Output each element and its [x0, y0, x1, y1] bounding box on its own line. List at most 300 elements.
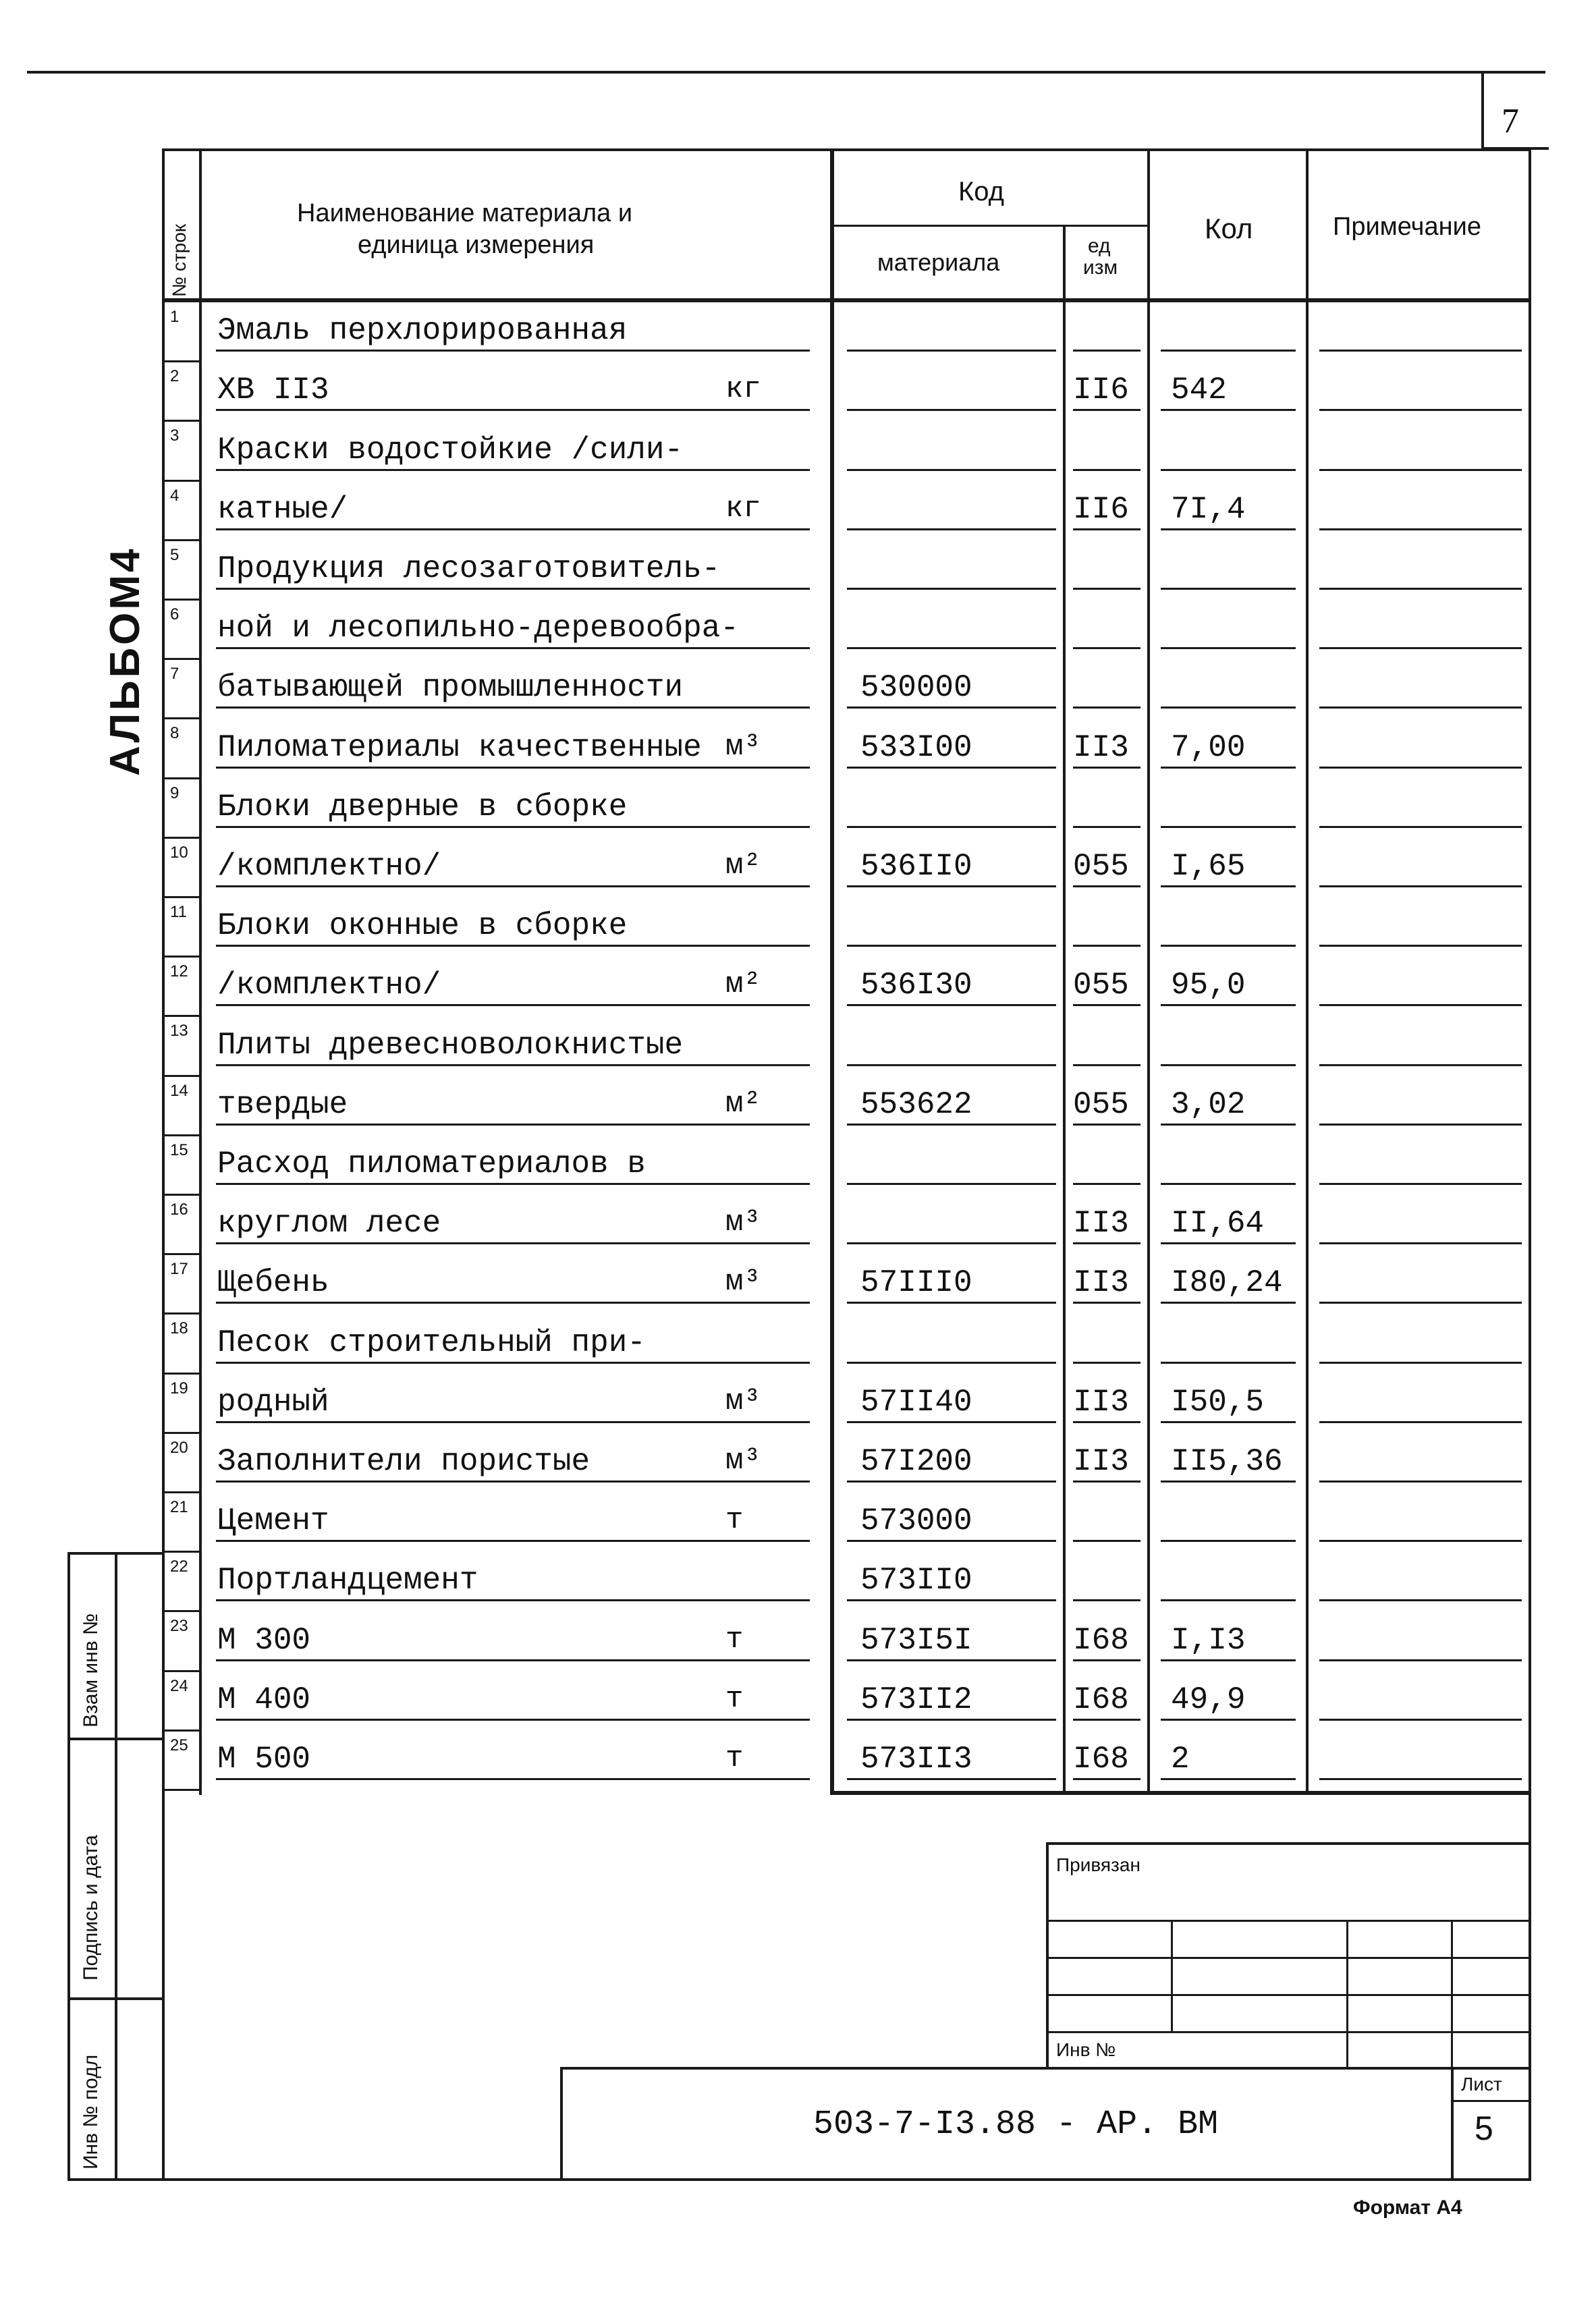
row-material-name: катные/	[217, 491, 348, 527]
row-rule	[1073, 1599, 1140, 1601]
row-rule	[1319, 1540, 1522, 1542]
row-rule	[1319, 826, 1522, 828]
row-material-name: Блоки дверные в сборке	[217, 789, 628, 825]
row-rule	[847, 647, 1056, 649]
header-unit-line1: ед	[1088, 235, 1111, 257]
row-rule	[1161, 826, 1296, 828]
row-number: 14	[170, 1081, 188, 1100]
row-rule	[847, 1659, 1056, 1661]
row-rule	[1073, 1124, 1140, 1126]
row-rule	[1161, 1302, 1296, 1304]
row-number-separator	[162, 717, 201, 719]
row-unit-code: I68	[1073, 1622, 1129, 1658]
frame-bottom	[162, 2178, 1531, 2181]
row-rule	[847, 1064, 1056, 1066]
row-number-separator	[162, 1015, 201, 1017]
row-unit-code: 055	[1073, 849, 1129, 884]
row-rule	[1161, 1540, 1296, 1542]
row-material-code: 536II0	[860, 849, 972, 884]
row-number: 2	[170, 367, 180, 386]
row-number: 7	[170, 665, 180, 684]
row-quantity: I,65	[1171, 849, 1246, 884]
tb-privyazan-label: Привязан	[1056, 1854, 1140, 1875]
corner-box-left	[1481, 71, 1484, 148]
row-rule	[1319, 469, 1522, 471]
row-number-separator	[162, 896, 201, 898]
header-bottom-line	[162, 298, 1531, 302]
row-quantity: 49,9	[1171, 1682, 1246, 1717]
row-unit-code: II3	[1073, 1265, 1129, 1301]
row-rule	[1073, 1540, 1140, 1542]
row-number: 10	[170, 843, 188, 862]
row-rule	[847, 1183, 1056, 1185]
row-quantity: II5,36	[1171, 1444, 1283, 1479]
header-name-line1: Наименование материала и	[297, 199, 633, 227]
row-rule	[1161, 1719, 1296, 1721]
frame-left	[162, 148, 165, 2180]
code-subheader-line	[830, 225, 1147, 227]
tb-sheet-left	[1451, 2067, 1454, 2180]
row-rule	[216, 945, 810, 947]
row-unit: м²	[725, 849, 761, 883]
margin-box2-label: Подпись и дата	[80, 1835, 102, 1981]
row-rule	[847, 1480, 1056, 1483]
tb-grid-h2	[1046, 1957, 1531, 1959]
row-quantity: 95,0	[1171, 968, 1246, 1003]
row-unit: т	[725, 1503, 744, 1538]
row-unit: т	[725, 1622, 744, 1657]
col-line-qty	[1147, 148, 1150, 1795]
row-material-code: 573I5I	[860, 1622, 972, 1658]
row-rule	[847, 826, 1056, 828]
row-rule	[1073, 1659, 1140, 1661]
row-number-separator	[162, 1551, 201, 1553]
row-material-name: М 300	[217, 1622, 311, 1658]
row-rule	[1161, 647, 1296, 649]
row-rule	[216, 826, 810, 828]
row-rule	[216, 1540, 810, 1542]
row-number: 6	[170, 605, 180, 624]
row-number-separator	[162, 1789, 201, 1791]
row-rule	[1161, 767, 1296, 769]
row-rule	[1073, 528, 1140, 530]
row-rule	[216, 1599, 810, 1601]
row-unit-code: I68	[1073, 1682, 1129, 1717]
row-rule	[847, 1242, 1056, 1244]
row-material-name: Заполнители пористые	[217, 1444, 590, 1479]
row-material-name: Цемент	[217, 1503, 329, 1539]
row-rule	[847, 945, 1056, 947]
row-rule	[1073, 409, 1140, 411]
tb-privyazan-top	[1046, 1842, 1531, 1845]
row-rule	[1073, 1362, 1140, 1364]
row-rule	[1319, 1362, 1522, 1364]
row-rule	[216, 588, 810, 590]
row-unit: кг	[725, 491, 761, 526]
row-material-name: Щебень	[217, 1265, 329, 1301]
row-material-code: 57III0	[860, 1265, 972, 1301]
row-number-separator	[162, 1729, 201, 1732]
margin-inner-left	[115, 1552, 117, 2180]
header-unit-line2: изм	[1083, 256, 1118, 279]
row-material-code: 57II40	[860, 1384, 972, 1420]
row-rule	[1319, 885, 1522, 887]
page-corner-number: 7	[1502, 102, 1519, 140]
tb-designation: 503-7-I3.88 - АР. ВМ	[813, 2105, 1219, 2144]
row-number-separator	[162, 777, 201, 779]
side-album-label: АЛЬБОМ4	[102, 546, 148, 776]
row-unit: м³	[725, 1265, 761, 1300]
row-material-code: 573000	[860, 1503, 972, 1539]
row-unit: м³	[725, 1384, 761, 1418]
row-rule	[847, 469, 1056, 471]
row-number-separator	[162, 1194, 201, 1196]
row-rule	[1161, 528, 1296, 530]
row-rule	[1161, 350, 1296, 352]
row-unit: м²	[725, 1086, 761, 1121]
tb-grid-v3	[1451, 1920, 1453, 2068]
row-rule	[1073, 1719, 1140, 1721]
row-number: 5	[170, 545, 180, 564]
row-rule	[216, 647, 810, 649]
tb-main-left	[560, 2067, 563, 2180]
row-number: 13	[170, 1022, 188, 1041]
margin-top	[67, 1552, 162, 1555]
row-rule	[216, 1480, 810, 1483]
header-name-line2: единица измерения	[358, 231, 595, 259]
row-rule	[216, 885, 810, 887]
row-rule	[216, 469, 810, 471]
row-rule	[1161, 707, 1296, 709]
row-number: 16	[170, 1200, 188, 1219]
row-unit: м³	[725, 1444, 761, 1478]
col-line-note	[1306, 148, 1309, 1795]
row-material-name: Блоки оконные в сборке	[217, 908, 628, 944]
row-number-separator	[162, 1075, 201, 1077]
row-rule	[1161, 1421, 1296, 1423]
row-rule	[216, 1719, 810, 1721]
row-rule	[1073, 1064, 1140, 1066]
row-rule	[1073, 1778, 1140, 1780]
row-number-separator	[162, 599, 201, 601]
row-material-name: батывающей промышленности	[217, 670, 684, 706]
row-number-separator	[162, 1373, 201, 1375]
row-rule	[1073, 1421, 1140, 1423]
row-unit: т	[725, 1742, 744, 1775]
row-rule	[1073, 707, 1140, 709]
row-quantity: I80,24	[1171, 1265, 1283, 1301]
tb-sheet-number: 5	[1475, 2109, 1493, 2147]
table-bottom-line	[830, 1791, 1531, 1795]
row-rule	[216, 1421, 810, 1423]
row-material-code: 573II2	[860, 1682, 972, 1717]
format-label: Формат А4	[1353, 2196, 1462, 2219]
tb-privyazan-left	[1046, 1842, 1049, 2068]
row-rule	[216, 1302, 810, 1304]
row-number: 12	[170, 962, 188, 981]
row-rule	[1319, 1242, 1522, 1244]
row-material-name: твердые	[217, 1086, 348, 1122]
row-number: 15	[170, 1140, 188, 1159]
row-quantity: II,64	[1171, 1206, 1265, 1242]
row-rule	[1319, 1480, 1522, 1483]
col-line-code	[830, 148, 834, 1795]
row-material-name: ной и лесопильно-деревообра-	[217, 611, 739, 646]
row-unit-code: II6	[1073, 372, 1129, 408]
row-rule	[216, 1064, 810, 1066]
row-rule	[847, 1421, 1056, 1423]
row-material-code: 553622	[860, 1086, 972, 1122]
row-rule	[1319, 1599, 1522, 1601]
row-rule	[1161, 1599, 1296, 1601]
row-rule	[216, 1242, 810, 1244]
row-material-code: 573II3	[860, 1742, 972, 1777]
tb-main-top	[560, 2067, 1531, 2070]
tb-grid-h1	[1046, 1920, 1531, 1922]
row-rule	[847, 1778, 1056, 1780]
row-rule	[1319, 1004, 1522, 1006]
row-material-code: 533I00	[860, 729, 972, 765]
row-unit-code: 055	[1073, 1086, 1129, 1122]
row-rule	[847, 767, 1056, 769]
row-rule	[1073, 767, 1140, 769]
row-number-separator	[162, 480, 201, 482]
row-rule	[1161, 588, 1296, 590]
row-quantity: I,I3	[1171, 1622, 1246, 1658]
tb-grid-h4	[1046, 2031, 1531, 2033]
row-number-separator	[162, 539, 201, 541]
tb-sheet-label: Лист	[1461, 2074, 1502, 2095]
row-rule	[1161, 885, 1296, 887]
row-unit: м³	[725, 1206, 761, 1240]
frame-right	[1529, 148, 1531, 2180]
row-rule	[1161, 1004, 1296, 1006]
row-number-separator	[162, 1432, 201, 1434]
row-quantity: 3,02	[1171, 1086, 1246, 1122]
row-number-separator	[162, 1134, 201, 1136]
row-material-name: /комплектно/	[217, 849, 441, 884]
row-rule	[847, 1599, 1056, 1601]
row-unit-code: II3	[1073, 1206, 1129, 1242]
row-rule	[1073, 1242, 1140, 1244]
row-rule	[847, 588, 1056, 590]
row-rule	[847, 350, 1056, 352]
row-rule	[847, 1540, 1056, 1542]
row-rule	[1319, 1778, 1522, 1780]
row-number-separator	[162, 1491, 201, 1493]
row-rule	[847, 1004, 1056, 1006]
row-material-name: Расход пиломатериалов в	[217, 1146, 646, 1182]
row-number: 19	[170, 1379, 188, 1397]
row-rule	[216, 707, 810, 709]
row-number-separator	[162, 1670, 201, 1672]
row-number: 4	[170, 486, 180, 505]
row-unit: м³	[725, 729, 761, 764]
row-quantity: 7I,4	[1171, 491, 1246, 527]
row-rule	[216, 1124, 810, 1126]
header-row-num: № строк	[169, 223, 190, 297]
row-rule	[216, 409, 810, 411]
row-unit-code: II3	[1073, 729, 1129, 765]
row-rule	[847, 707, 1056, 709]
row-rule	[1319, 647, 1522, 649]
row-rule	[1319, 528, 1522, 530]
row-rule	[1073, 1480, 1140, 1483]
row-number-separator	[162, 956, 201, 958]
row-number: 25	[170, 1736, 188, 1754]
row-rule	[1161, 1124, 1296, 1126]
row-rule	[216, 528, 810, 530]
row-rule	[847, 1362, 1056, 1364]
row-number: 8	[170, 724, 180, 743]
row-rule	[1319, 767, 1522, 769]
row-number: 3	[170, 426, 180, 445]
row-rule	[1073, 1302, 1140, 1304]
row-rule	[216, 1362, 810, 1364]
row-rule	[1161, 1778, 1296, 1780]
row-number-separator	[162, 420, 201, 422]
row-number: 1	[170, 308, 180, 326]
row-rule	[216, 1778, 810, 1780]
row-material-name: ХВ II3	[217, 372, 329, 408]
col-line-rownum	[199, 148, 202, 1795]
row-rule	[1319, 409, 1522, 411]
row-rule	[1073, 588, 1140, 590]
row-rule	[1319, 1064, 1522, 1066]
row-number: 20	[170, 1438, 188, 1457]
top-border-line	[27, 71, 1545, 74]
row-rule	[847, 1719, 1056, 1721]
tb-grid-h3	[1046, 1994, 1531, 1996]
row-quantity: 2	[1171, 1742, 1190, 1777]
row-unit-code: 055	[1073, 968, 1129, 1003]
row-rule	[1073, 1183, 1140, 1185]
row-rule	[1161, 1480, 1296, 1483]
row-rule	[1319, 350, 1522, 352]
row-rule	[216, 350, 810, 352]
row-number: 23	[170, 1617, 188, 1636]
row-number: 9	[170, 783, 180, 802]
row-rule	[216, 767, 810, 769]
row-unit: т	[725, 1682, 744, 1716]
row-number-separator	[162, 1253, 201, 1255]
row-rule	[1161, 1064, 1296, 1066]
row-unit: кг	[725, 372, 761, 407]
header-note: Примечание	[1333, 213, 1481, 241]
row-unit-code: II6	[1073, 491, 1129, 527]
tb-grid-v1	[1171, 1920, 1173, 2031]
row-rule	[1319, 707, 1522, 709]
row-rule	[1319, 1183, 1522, 1185]
row-rule	[847, 409, 1056, 411]
row-rule	[1161, 1183, 1296, 1185]
row-rule	[1319, 1124, 1522, 1126]
row-rule	[1319, 1302, 1522, 1304]
row-material-code: 573II0	[860, 1563, 972, 1599]
row-rule	[1319, 1659, 1522, 1661]
row-number: 18	[170, 1319, 188, 1338]
row-rule	[1073, 1004, 1140, 1006]
row-rule	[1161, 1659, 1296, 1661]
row-rule	[216, 1659, 810, 1661]
row-material-name: М 500	[217, 1742, 311, 1777]
margin-box3-label: Инв № подл	[80, 2054, 102, 2169]
row-rule	[1073, 469, 1140, 471]
row-material-name: Продукция лесозаготовитель-	[217, 551, 721, 586]
row-rule	[216, 1004, 810, 1006]
row-quantity: I50,5	[1171, 1384, 1265, 1420]
row-quantity: 542	[1171, 372, 1227, 408]
row-number-separator	[162, 658, 201, 660]
row-rule	[1161, 409, 1296, 411]
row-material-name: Краски водостойкие /сили-	[217, 432, 684, 468]
row-rule	[1319, 588, 1522, 590]
row-rule	[1073, 826, 1140, 828]
tb-sheet-sep	[1451, 2100, 1531, 2102]
row-number: 11	[170, 903, 187, 921]
margin-outer-left	[67, 1552, 70, 2180]
row-unit-code: I68	[1073, 1742, 1129, 1777]
row-rule	[1161, 469, 1296, 471]
margin-sep1	[67, 1738, 162, 1740]
row-number: 22	[170, 1557, 188, 1576]
header-code: Код	[958, 177, 1005, 206]
row-material-name: родный	[217, 1384, 329, 1420]
row-rule	[1073, 647, 1140, 649]
row-material-name: Плиты древесноволокнистые	[217, 1027, 684, 1063]
row-rule	[847, 528, 1056, 530]
row-rule	[1073, 945, 1140, 947]
row-unit-code: II3	[1073, 1384, 1129, 1420]
row-number-separator	[162, 1610, 201, 1612]
row-rule	[847, 885, 1056, 887]
row-rule	[1319, 1421, 1522, 1423]
row-number-separator	[162, 837, 201, 839]
row-material-code: 530000	[860, 670, 972, 706]
row-material-name: круглом лесе	[217, 1206, 441, 1242]
margin-bottom	[67, 2178, 162, 2181]
row-unit: м²	[725, 968, 761, 1002]
row-rule	[847, 1124, 1056, 1126]
row-material-name: Пиломатериалы качественные	[217, 729, 702, 765]
row-rule	[1161, 1242, 1296, 1244]
margin-box1-label: Взам инв №	[80, 1613, 102, 1727]
margin-sep2	[67, 1997, 162, 2000]
header-material: материала	[877, 248, 1000, 276]
row-rule	[1319, 945, 1522, 947]
row-number: 21	[170, 1498, 188, 1516]
row-rule	[216, 1183, 810, 1185]
row-material-name: Эмаль перхлорированная	[217, 313, 628, 349]
row-rule	[1319, 1719, 1522, 1721]
row-material-name: Портландцемент	[217, 1563, 478, 1599]
row-rule	[847, 1302, 1056, 1304]
row-material-name: Песок строительный при-	[217, 1325, 646, 1360]
row-number: 17	[170, 1260, 188, 1279]
tb-grid-v2	[1346, 1920, 1348, 2068]
row-quantity: 7,00	[1171, 729, 1246, 765]
row-rule	[1073, 885, 1140, 887]
row-material-code: 536I30	[860, 968, 972, 1003]
row-number: 24	[170, 1676, 188, 1695]
row-material-code: 57I200	[860, 1444, 972, 1479]
row-rule	[1073, 350, 1140, 352]
row-material-name: /комплектно/	[217, 968, 441, 1003]
frame-top	[162, 148, 1531, 151]
row-rule	[1161, 1362, 1296, 1364]
row-rule	[1161, 945, 1296, 947]
row-number-separator	[162, 360, 201, 362]
